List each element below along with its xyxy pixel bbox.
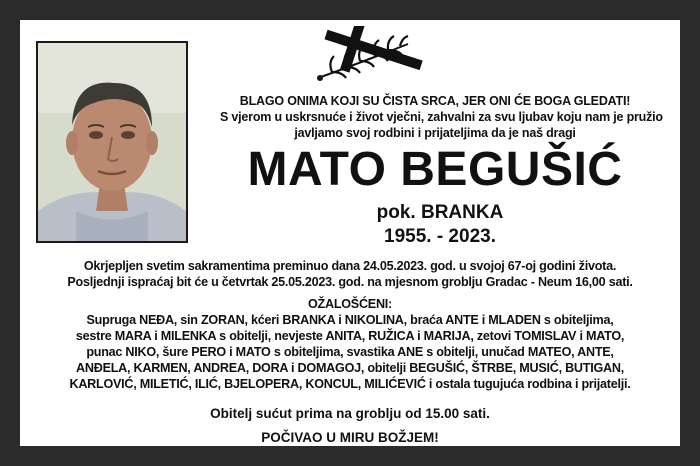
intro-line: S vjerom u uskrsnuće i život vječni, zahvalni za svu ljubav koju nam je pružio (220, 110, 663, 124)
beatitude-line: BLAGO ONIMA KOJI SU ČISTA SRCA, JER ONI ĆE BOGA GLEDATI! (239, 94, 631, 108)
farewell-line: POČIVAO U MIRU BOŽJEM! (261, 430, 439, 445)
portrait-image (38, 43, 186, 241)
father-name: pok. BRANKA (376, 202, 504, 223)
mourners-line: ANĐELA, KARMEN, ANDREA, DORA i DOMAGOJ, obitelji BEGUŠIĆ, ŠTRBE, MUSIĆ, BUTIGAN, (76, 361, 624, 375)
detail-line: Okrjepljen svetim sakramentima preminuo dana 24.05.2023. god. u svojoj 67-oj godini života. (83, 259, 617, 273)
mourners-line: punac NIKO, šure PERO i MATO s obiteljima, svastika ANE s obitelji, unučad MATEO, ANTE, (86, 345, 614, 359)
detail-line: Posljednji ispraćaj bit će u četvrtak 25.05.2023. god. na mjesnom groblju Gradac - Neum 16,00 sati. (67, 275, 633, 289)
mourners-line: Supruga NEĐA, sin ZORAN, kćeri BRANKA i NIKOLINA, braća ANTE i MLADEN s obiteljima, (86, 313, 614, 327)
life-years: 1955. - 2023. (384, 226, 496, 247)
mourners-line: KARLOVIĆ, MILETIĆ, ILIĆ, BJELOPERA, KONCUL, MILIĆEVIĆ i ostala tugujuća rodbina i prijatelji. (69, 377, 631, 391)
closing-text (28, 402, 672, 450)
mourners-line: sestre MARA i MILENKA s obitelji, nevjeste ANITA, RUŽICA i MARIJA, zetovi TOMISLAV i MATO, (75, 329, 625, 343)
intro-line: javljamo svoj rodbini i prijateljima da je naš dragi (294, 126, 576, 140)
intro-text (220, 93, 663, 141)
deceased-name: MATO BEGUŠIĆ (247, 143, 623, 196)
mourners-heading: OŽALOŠĆENI: (307, 297, 392, 311)
condolences-line: Obitelj sućut prima na groblju od 15.00 sati. (210, 406, 490, 421)
notice-body (28, 258, 672, 392)
cross-with-palm-branch-icon (312, 26, 434, 84)
deceased-portrait-photo (36, 41, 188, 243)
